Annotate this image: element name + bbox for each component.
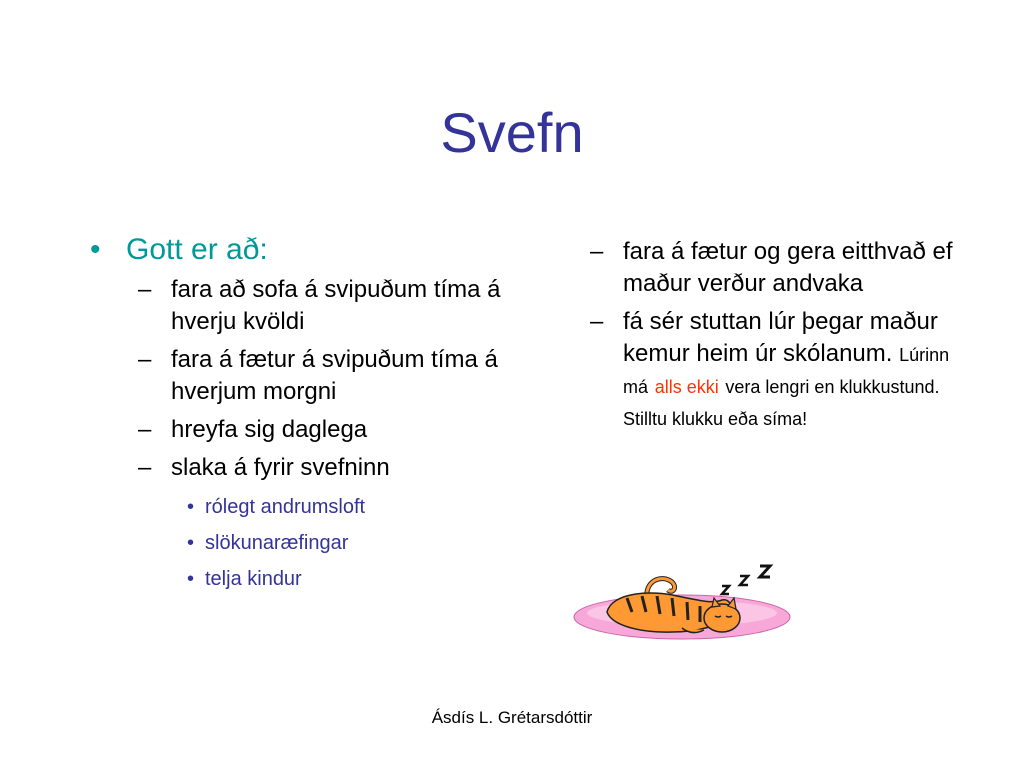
list-item [590, 306, 960, 434]
dash-mark: – [590, 238, 604, 265]
dash-mark: – [138, 454, 152, 481]
slide-title: Svefn [440, 101, 584, 164]
sublist-item-text: telja kindur [205, 568, 302, 590]
dash-mark: – [138, 416, 152, 443]
list-item [138, 274, 510, 338]
list-item-text: fara að sofa á svipuðum tíma á hverju kvöldi [171, 276, 501, 335]
sublist-item-text: slökunaræfingar [205, 532, 349, 554]
dash-mark: – [138, 276, 152, 303]
list-item [138, 414, 510, 446]
list-item-text: slaka á fyrir svefninn [171, 454, 390, 481]
footer-author: Ásdís L. Grétarsdóttir [431, 708, 593, 727]
left-column [90, 232, 510, 592]
bullet-mark: • [187, 496, 195, 518]
sleep-z-large [760, 566, 770, 577]
nap-note-a: Lúrinn má [623, 345, 950, 397]
dash-mark: – [138, 346, 152, 373]
nap-warning: alls ekki [654, 377, 719, 397]
bullet-mark: • [90, 233, 101, 266]
sublist-item [187, 494, 510, 520]
right-column [590, 230, 960, 434]
sublist-item-text: rólegt andrumsloft [205, 496, 366, 518]
bullet-mark: • [187, 568, 195, 590]
sublist-item [187, 530, 510, 556]
list-item [138, 344, 510, 408]
sleep-z-small [722, 586, 729, 594]
advice-list [138, 274, 510, 484]
list-item [138, 452, 510, 484]
dash-mark: – [590, 308, 604, 335]
list-item [590, 236, 960, 300]
sublist-item [187, 566, 510, 592]
relax-sublist [187, 494, 510, 592]
list-item-text: hreyfa sig daglega [171, 416, 368, 443]
heading-text: Gott er að: [126, 233, 268, 266]
list-item-text: fara á fætur og gera eitthvað ef maður verður andvaka [623, 238, 953, 297]
nap-note-b: vera lengri en klukkustund. Stilltu klukku eða síma! [623, 377, 940, 429]
sleeping-cat-illustration [572, 560, 802, 650]
bullet-mark: • [187, 532, 195, 554]
sleep-z-medium [740, 576, 748, 585]
nap-text: fá sér stuttan lúr þegar maður kemur heim úr skólanum. [623, 308, 938, 367]
right-advice-list [590, 236, 960, 434]
list-item-text: fara á fætur á svipuðum tíma á hverjum morgni [171, 346, 498, 405]
list-item-text [623, 306, 960, 434]
heading-bullet [90, 232, 510, 268]
